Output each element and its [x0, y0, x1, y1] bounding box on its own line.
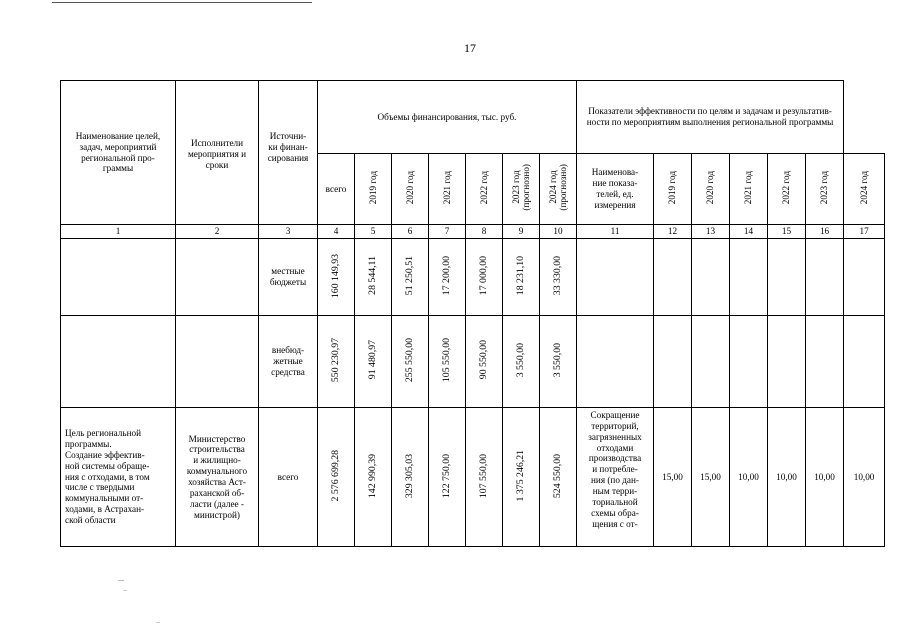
- col-num: 5: [355, 225, 392, 239]
- header-ind-2021: 2021 год: [730, 154, 768, 225]
- col-num: 17: [844, 225, 885, 239]
- value-cell: 329 305,03: [392, 408, 429, 547]
- col-num: 2: [176, 225, 259, 239]
- table-row: [61, 316, 885, 408]
- indicator-value-cell: 15,00: [692, 408, 730, 547]
- indicator-value-cell: 10,00: [768, 408, 806, 547]
- header-ind-2024: 2024 год: [844, 154, 885, 225]
- indicator-value-cell: 10,00: [844, 408, 885, 547]
- empty-cell: [654, 316, 692, 408]
- value-cell: 160 149,93: [318, 239, 355, 316]
- empty-cell: [730, 316, 768, 408]
- empty-cell: [844, 239, 885, 316]
- header-ind-2020: 2020 год: [692, 154, 730, 225]
- empty-cell: [61, 316, 176, 408]
- value-cell: 3 550,00: [503, 316, 540, 408]
- empty-cell: [692, 239, 730, 316]
- header-indicator-name: Наименова- ние показа- телей, ед. измерения: [577, 154, 654, 225]
- value-cell: 524 550,00: [540, 408, 577, 547]
- value-cell: 90 550,00: [466, 316, 503, 408]
- column-numbers-row: [61, 225, 885, 239]
- col-num: 15: [768, 225, 806, 239]
- table-row: [61, 408, 885, 547]
- header-ind-2022: 2022 год: [768, 154, 806, 225]
- col-num: 9: [503, 225, 540, 239]
- value-cell: 122 750,00: [429, 408, 466, 547]
- header-fin-2022: 2022 год: [466, 154, 503, 225]
- header-row-1: [61, 81, 885, 154]
- top-rule: [52, 2, 312, 3]
- col-num: 4: [318, 225, 355, 239]
- scan-mark: [156, 622, 160, 623]
- header-col-name: Наименование целей, задач, мероприятий региональной про- граммы: [61, 81, 176, 225]
- value-cell: 17 000,00: [466, 239, 503, 316]
- value-cell: 17 200,00: [429, 239, 466, 316]
- empty-cell: [768, 316, 806, 408]
- empty-cell: [577, 316, 654, 408]
- value-cell: 28 544,11: [355, 239, 392, 316]
- col-num: 7: [429, 225, 466, 239]
- executor-cell: Министерство строительства и жилищно- коммунального хозяйства Аст- раханской об- ласти (далее - министрой): [176, 408, 259, 547]
- header-financing: Объемы финансирования, тыс. руб.: [318, 81, 577, 154]
- table-row: [61, 239, 885, 316]
- source-cell: всего: [259, 408, 318, 547]
- empty-cell: [844, 316, 885, 408]
- col-num: 14: [730, 225, 768, 239]
- value-cell: 107 550,00: [466, 408, 503, 547]
- col-num: 1: [61, 225, 176, 239]
- value-cell: 3 550,00: [540, 316, 577, 408]
- header-fin-total: всего: [318, 154, 355, 225]
- empty-cell: [654, 239, 692, 316]
- value-cell: 255 550,00: [392, 316, 429, 408]
- indicator-name-cell: Сокращение территорий, загрязненных отходами производства и потребле- ния (по дан- ным терри- ториальной схемы обра- щения с от-: [577, 408, 654, 547]
- goal-name-cell: Цель региональной программы. Создание эффектив- ной системы обраще- ния с отходами, в том числе с твердыми коммунальными от- ходами, в Астрахан- ской области: [61, 408, 176, 547]
- col-num: 12: [654, 225, 692, 239]
- col-num: 16: [806, 225, 844, 239]
- scan-mark: [118, 580, 124, 581]
- empty-cell: [61, 239, 176, 316]
- indicator-value-cell: 15,00: [654, 408, 692, 547]
- empty-cell: [806, 239, 844, 316]
- page-number: 17: [464, 41, 476, 55]
- header-fin-2020: 2020 год: [392, 154, 429, 225]
- col-num: 10: [540, 225, 577, 239]
- col-num: 6: [392, 225, 429, 239]
- empty-cell: [176, 239, 259, 316]
- header-fin-2019: 2019 год: [355, 154, 392, 225]
- value-cell: 142 990,39: [355, 408, 392, 547]
- indicator-value-cell: 10,00: [730, 408, 768, 547]
- header-col-executor: Исполнители мероприятия и сроки: [176, 81, 259, 225]
- empty-cell: [176, 316, 259, 408]
- empty-cell: [692, 316, 730, 408]
- header-ind-2019: 2019 год: [654, 154, 692, 225]
- value-cell: 2 576 699,28: [318, 408, 355, 547]
- value-cell: 550 230,97: [318, 316, 355, 408]
- empty-cell: [806, 316, 844, 408]
- value-cell: 33 330,00: [540, 239, 577, 316]
- scan-mark: [123, 590, 127, 591]
- header-indicators: Показатели эффективности по целям и задачам и результатив- ности по мероприятиям выполнения региональной программы: [577, 81, 844, 154]
- value-cell: 18 231,10: [503, 239, 540, 316]
- indicator-value-cell: 10,00: [806, 408, 844, 547]
- value-cell: 91 480,97: [355, 316, 392, 408]
- value-cell: 1 375 246,21: [503, 408, 540, 547]
- header-ind-2023: 2023 год: [806, 154, 844, 225]
- header-fin-2023: 2023 год (прогнозно): [503, 154, 540, 225]
- col-num: 11: [577, 225, 654, 239]
- empty-cell: [577, 239, 654, 316]
- source-cell: местные бюджеты: [259, 239, 318, 316]
- source-cell: внебюд- жетные средства: [259, 316, 318, 408]
- col-num: 8: [466, 225, 503, 239]
- program-table: [60, 80, 885, 547]
- empty-cell: [730, 239, 768, 316]
- header-fin-2024: 2024 год (прогнозно): [540, 154, 577, 225]
- col-num: 3: [259, 225, 318, 239]
- value-cell: 105 550,00: [429, 316, 466, 408]
- empty-cell: [768, 239, 806, 316]
- header-col-source: Источни- ки финан- сирования: [259, 81, 318, 225]
- header-fin-2021: 2021 год: [429, 154, 466, 225]
- value-cell: 51 250,51: [392, 239, 429, 316]
- col-num: 13: [692, 225, 730, 239]
